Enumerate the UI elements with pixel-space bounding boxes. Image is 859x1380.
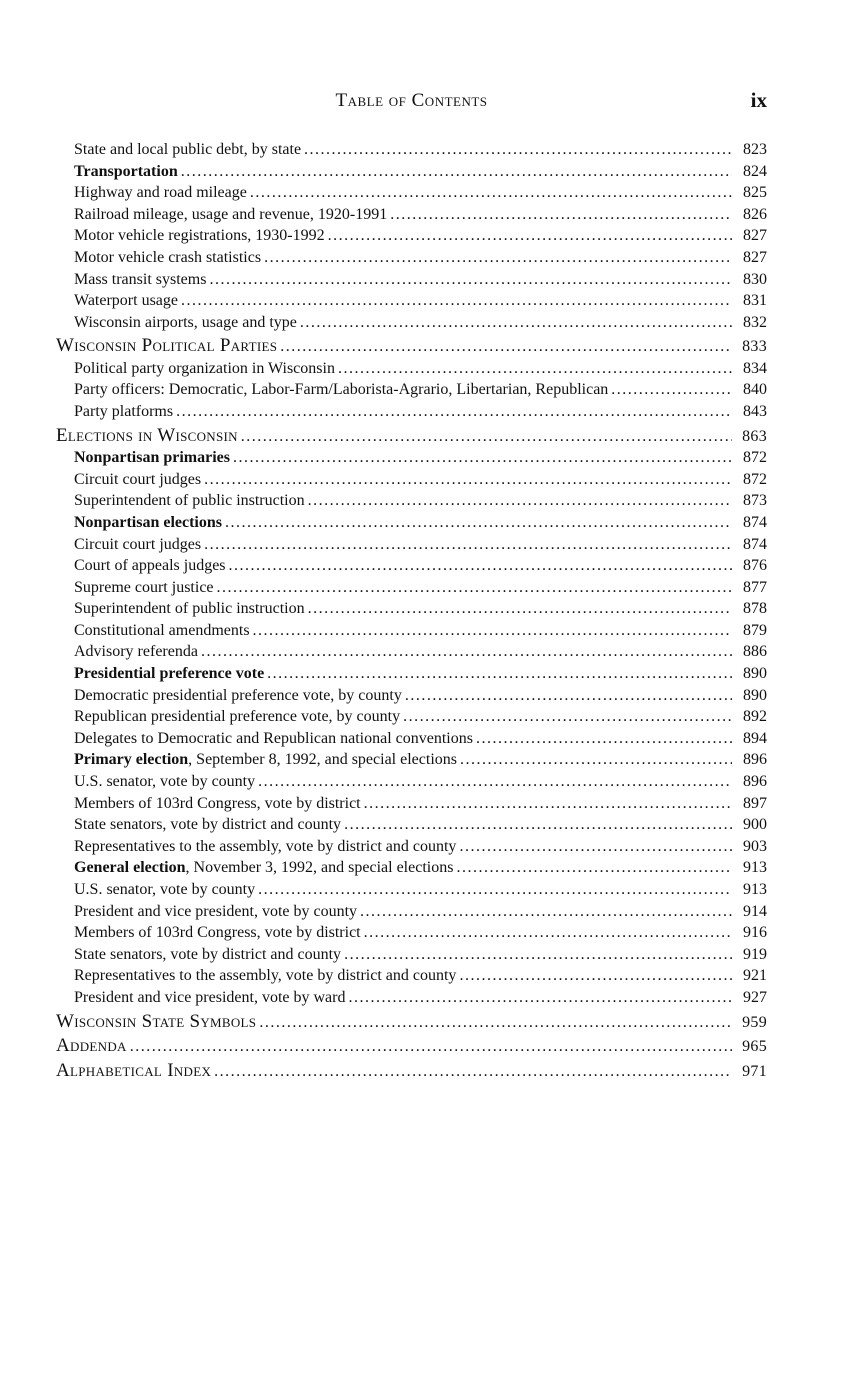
toc-entry (0, 924, 859, 946)
toc-entry-text: Representatives to the assembly, vote by district and county (74, 967, 457, 985)
dot-leader (280, 338, 732, 356)
toc-page-number: 873 (743, 492, 767, 510)
toc-page-number: 827 (743, 248, 767, 266)
toc-page-number: 894 (743, 729, 767, 747)
toc-entry (0, 206, 859, 228)
toc-entry-text: State and local public debt, by state (74, 141, 302, 158)
toc-entry-label (74, 381, 608, 399)
dot-leader (229, 557, 732, 575)
toc-entry-text: Wisconsin airports, usage and type (74, 313, 297, 331)
toc-entry (0, 184, 859, 206)
toc-entry-label (74, 403, 173, 421)
toc-entry-label (74, 449, 230, 467)
toc-entry (0, 946, 859, 968)
dot-leader (204, 471, 732, 489)
dot-leader (459, 838, 732, 856)
toc-page-number: 874 (743, 535, 767, 553)
toc-page-number: 886 (743, 643, 767, 661)
dot-leader (344, 816, 732, 834)
toc-entry-label (74, 141, 301, 159)
toc-page-number: 831 (743, 292, 767, 310)
toc-entry-label (74, 989, 345, 1007)
toc-page-number: 872 (743, 470, 767, 488)
dot-leader (201, 643, 732, 661)
dot-leader (176, 403, 732, 421)
toc-entry-text: Motor vehicle registrations, 1930-1992 (74, 227, 325, 245)
table-of-contents (0, 141, 859, 1084)
toc-page-number: 890 (743, 665, 767, 683)
toc-entry-label (74, 751, 457, 769)
toc-entry-label (74, 314, 297, 332)
toc-page-number: 825 (743, 184, 767, 202)
toc-entry-text: Waterport usage (74, 292, 178, 310)
toc-entry-label (74, 360, 335, 378)
toc-entry-text: Party officers: Democratic, Labor-Farm/Laborista-Agrario, Libertarian, Republican (74, 381, 609, 399)
toc-entry (0, 381, 859, 403)
toc-section-entry (0, 1011, 859, 1036)
toc-entry-text: Democratic presidential preference vote, by county (74, 686, 402, 704)
toc-entry-label (56, 335, 277, 357)
toc-entry-label (74, 816, 341, 834)
toc-page-number: 824 (743, 162, 767, 180)
toc-entry (0, 292, 859, 314)
toc-entry-text: Superintendent of public instruction (74, 492, 305, 510)
toc-entry-label (56, 425, 238, 447)
toc-section-entry (0, 425, 859, 450)
dot-leader (300, 314, 732, 332)
toc-entry (0, 536, 859, 558)
toc-entry (0, 471, 859, 493)
toc-entry-text: State senators, vote by district and county (74, 945, 342, 963)
toc-entry (0, 141, 859, 163)
toc-entry (0, 492, 859, 514)
toc-entry-label (74, 600, 305, 618)
dot-leader (214, 1063, 732, 1081)
toc-page-number: 914 (743, 902, 767, 920)
toc-entry-bold-label: Nonpartisan elections (74, 513, 222, 531)
toc-entry (0, 249, 859, 271)
toc-entry-label (74, 881, 255, 899)
dot-leader (130, 1038, 732, 1056)
toc-entry (0, 163, 859, 185)
dot-leader (258, 881, 732, 899)
toc-entry (0, 360, 859, 382)
toc-entry-bold-label: General election (74, 859, 186, 877)
toc-entry-bold-label: Nonpartisan primaries (74, 449, 230, 467)
toc-entry-bold-label: Primary election (74, 751, 189, 769)
dot-leader (225, 514, 732, 532)
toc-entry-text: Court of appeals judges (74, 557, 226, 575)
dot-leader (253, 622, 732, 640)
toc-page-number: 913 (743, 859, 767, 877)
toc-page-number: 919 (743, 945, 767, 963)
dot-leader (264, 249, 732, 267)
toc-entry-label (56, 1035, 127, 1057)
dot-leader (181, 292, 732, 310)
page-number: ix (750, 88, 767, 112)
dot-leader (364, 795, 732, 813)
toc-entry (0, 881, 859, 903)
toc-page-number: 823 (743, 141, 767, 158)
toc-page-number: 896 (743, 751, 767, 769)
dot-leader (250, 184, 732, 202)
toc-page-number: 959 (742, 1013, 767, 1031)
toc-entry-text: Constitutional amendments (74, 621, 250, 639)
toc-entry (0, 600, 859, 622)
toc-page-number: 913 (743, 881, 767, 898)
toc-entry-text: U.S. senator, vote by county (74, 773, 256, 791)
toc-entry (0, 514, 859, 536)
dot-leader (338, 360, 732, 378)
toc-entry (0, 730, 859, 752)
toc-entry-label (74, 730, 473, 748)
toc-entry (0, 967, 859, 989)
toc-page-number: 927 (743, 988, 767, 1006)
toc-entry (0, 989, 859, 1011)
toc-entry-label (74, 946, 341, 964)
dot-leader (308, 600, 732, 618)
toc-entry (0, 643, 859, 665)
toc-entry-text: Addenda (56, 1035, 127, 1057)
toc-page-number: 971 (742, 1062, 767, 1080)
toc-entry (0, 579, 859, 601)
dot-leader (267, 665, 732, 683)
toc-entry-label (74, 514, 222, 532)
toc-entry (0, 557, 859, 579)
toc-entry-text: Wisconsin Political Parties (56, 335, 278, 357)
toc-entry-label (74, 492, 305, 510)
toc-page-number: 921 (743, 967, 767, 985)
toc-entry-label (74, 838, 456, 856)
toc-entry-text: Wisconsin State Symbols (56, 1010, 257, 1032)
toc-entry-text: Advisory referenda (74, 643, 198, 661)
toc-entry (0, 449, 859, 471)
dot-leader (476, 730, 732, 748)
toc-entry-label (74, 795, 361, 813)
toc-page-number: 897 (743, 794, 767, 812)
toc-section-entry (0, 1035, 859, 1060)
toc-entry-label (74, 184, 247, 202)
toc-page-number: 879 (743, 621, 767, 639)
toc-page-number: 892 (743, 708, 767, 726)
toc-entry-label (74, 163, 178, 181)
toc-entry (0, 795, 859, 817)
toc-entry (0, 314, 859, 336)
dot-leader (360, 903, 732, 921)
dot-leader (258, 773, 732, 791)
toc-entry-text: Circuit court judges (74, 470, 202, 488)
toc-entry-label (74, 249, 261, 267)
toc-entry-label (56, 1011, 256, 1033)
toc-entry-text: Political party organization in Wisconsin (74, 359, 335, 377)
toc-entry-label (74, 227, 325, 245)
toc-page-number: 890 (743, 686, 767, 704)
toc-entry-text: Party platforms (74, 403, 174, 421)
dot-leader (456, 859, 732, 877)
dot-leader (209, 271, 732, 289)
toc-entry-label (74, 708, 400, 726)
toc-page-number: 900 (743, 816, 767, 834)
dot-leader (204, 536, 732, 554)
toc-entry (0, 665, 859, 687)
toc-entry-text: Representatives to the assembly, vote by district and county (74, 837, 457, 855)
toc-entry (0, 903, 859, 925)
toc-page-number: 903 (743, 837, 767, 855)
dot-leader (611, 381, 732, 399)
toc-page-number: 916 (743, 924, 767, 942)
dot-leader (308, 492, 732, 510)
toc-entry-text: Mass transit systems (74, 270, 207, 288)
toc-entry-label (74, 643, 198, 661)
toc-page-number: 863 (742, 427, 767, 445)
toc-entry-text: Members of 103rd Congress, vote by district (74, 924, 361, 942)
toc-entry-label (74, 687, 402, 705)
toc-entry-label (56, 1060, 211, 1082)
toc-section-entry (0, 1060, 859, 1085)
dot-leader (364, 924, 732, 942)
toc-page-number: 832 (743, 313, 767, 331)
toc-entry-text: Circuit court judges (74, 535, 202, 553)
toc-page-number: 965 (742, 1038, 767, 1056)
toc-entry-label (74, 557, 226, 575)
toc-entry-text: U.S. senator, vote by county (74, 881, 256, 898)
toc-entry-label (74, 471, 201, 489)
toc-entry (0, 859, 859, 881)
toc-page-number: 872 (743, 449, 767, 467)
toc-entry-label (74, 903, 357, 921)
toc-entry-text: President and vice president, vote by ward (74, 988, 346, 1006)
toc-entry (0, 271, 859, 293)
toc-entry-text: Supreme court justice (74, 578, 214, 596)
toc-entry-label (74, 859, 453, 877)
dot-leader (328, 227, 732, 245)
toc-entry (0, 708, 859, 730)
dot-leader (403, 708, 732, 726)
toc-entry (0, 687, 859, 709)
toc-entry-text: Superintendent of public instruction (74, 600, 305, 618)
toc-entry-label (74, 665, 264, 683)
toc-entry-label (74, 292, 178, 310)
toc-entry (0, 227, 859, 249)
page-header (0, 90, 859, 120)
toc-entry-text: Alphabetical Index (56, 1059, 212, 1081)
toc-entry-label (74, 579, 214, 597)
toc-entry-text: State senators, vote by district and county (74, 816, 342, 834)
dot-leader (304, 141, 732, 159)
toc-page-number: 827 (743, 227, 767, 245)
toc-page-number: 843 (743, 403, 767, 421)
toc-entry (0, 838, 859, 860)
toc-entry-label (74, 967, 456, 985)
toc-entry-text: Railroad mileage, usage and revenue, 1920-1991 (74, 205, 388, 223)
toc-page-number: 878 (743, 600, 767, 618)
dot-leader (344, 946, 732, 964)
toc-entry-text: Republican presidential preference vote, by county (74, 708, 401, 726)
toc-entry-text: Highway and road mileage (74, 184, 247, 202)
dot-leader (217, 579, 732, 597)
toc-entry-label (74, 206, 387, 224)
toc-entry-label (74, 773, 255, 791)
dot-leader (390, 206, 732, 224)
toc-entry-text: , September 8, 1992, and special elections (188, 751, 457, 769)
toc-section-entry (0, 335, 859, 360)
toc-entry-text: Motor vehicle crash statistics (74, 248, 262, 266)
toc-entry-label (74, 622, 250, 640)
toc-entry (0, 403, 859, 425)
toc-page-number: 830 (743, 270, 767, 288)
toc-entry-text: Members of 103rd Congress, vote by district (74, 794, 361, 812)
toc-entry (0, 816, 859, 838)
toc-page-number: 876 (743, 557, 767, 575)
toc-entry-label (74, 924, 361, 942)
toc-entry-text: Delegates to Democratic and Republican national conventions (74, 729, 473, 747)
dot-leader (460, 751, 732, 769)
page-title: Table of Contents (335, 90, 488, 111)
toc-page-number: 877 (743, 578, 767, 596)
toc-page-number: 840 (743, 381, 767, 399)
toc-page-number: 834 (743, 359, 767, 377)
toc-page-number: 826 (743, 205, 767, 223)
toc-page-number: 874 (743, 513, 767, 531)
dot-leader (459, 967, 732, 985)
toc-entry-label (74, 536, 201, 554)
toc-entry-bold-label: Presidential preference vote (74, 665, 265, 683)
dot-leader (348, 989, 732, 1007)
dot-leader (241, 428, 732, 446)
toc-page-number: 833 (742, 338, 767, 356)
toc-entry-text: Elections in Wisconsin (56, 424, 238, 446)
dot-leader (181, 163, 732, 181)
toc-entry-text: President and vice president, vote by county (74, 902, 358, 920)
dot-leader (405, 687, 732, 705)
dot-leader (259, 1014, 732, 1032)
toc-entry (0, 751, 859, 773)
toc-entry (0, 622, 859, 644)
toc-entry-bold-label: Transportation (74, 162, 178, 180)
toc-entry (0, 773, 859, 795)
toc-page-number: 896 (743, 773, 767, 791)
toc-entry-text: , November 3, 1992, and special elections (185, 859, 454, 877)
toc-entry-label (74, 271, 206, 289)
dot-leader (233, 449, 732, 467)
